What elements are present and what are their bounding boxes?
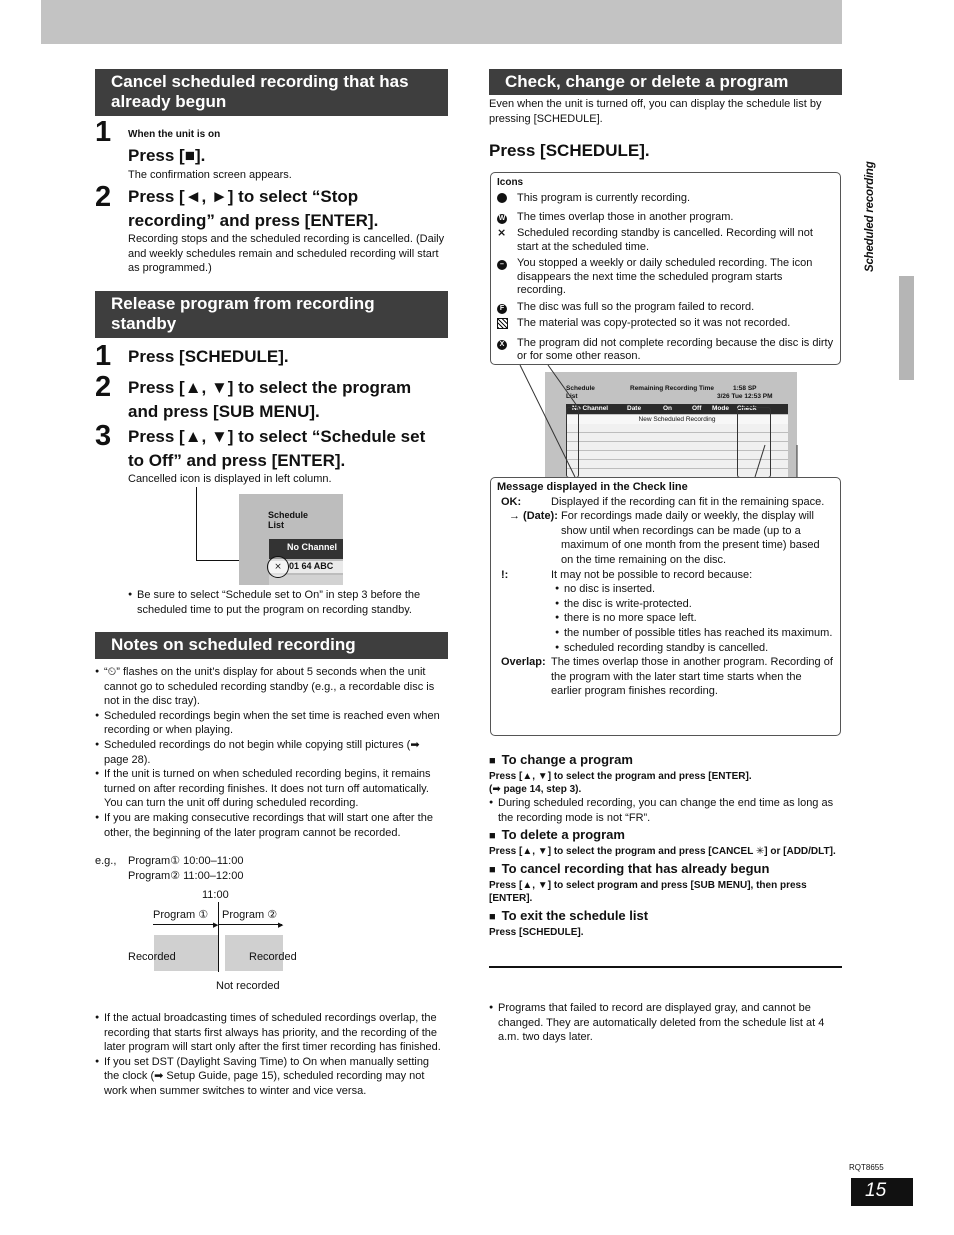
step-title: Press [◄, ►] to select “Stop recording” and press [ENTER]. <box>128 187 379 230</box>
note-bullet: ● Scheduled recordings do not begin while copying still pictures (➡ page 28). <box>95 738 447 767</box>
step-number: 1 <box>95 340 112 372</box>
subheading: ■ To change a program <box>489 752 845 769</box>
diagram-time: 11:00 <box>202 889 229 901</box>
note-bullet: ● Scheduled recordings begin when the set time is reached even when recording or when playing. <box>95 709 447 738</box>
step-number: 3 <box>95 420 112 452</box>
diagram-not-recorded: Not recorded <box>216 980 280 992</box>
icons-legend-box <box>490 172 841 365</box>
check-line-messages-box <box>490 477 841 736</box>
screen-column-label: No Channel <box>572 405 609 412</box>
disc-full-f-icon: F <box>497 301 517 315</box>
example-label: e.g., <box>95 855 117 867</box>
icon-legend-item <box>497 211 834 225</box>
section-heading-notes: Notes on scheduled recording <box>95 632 448 659</box>
icon-legend-item <box>497 317 834 334</box>
screen-column-label: Mode <box>712 405 729 412</box>
stopped-minus-icon: – <box>497 257 517 271</box>
step-title: Press [▲, ▼] to select “Schedule set to Off” and press [ENTER]. <box>128 427 426 470</box>
step-number: 1 <box>95 116 112 148</box>
section-heading-check: Check, change or delete a program <box>489 69 842 95</box>
step-title: Press [▲, ▼] to select the program and press [SUB MENU]. <box>128 378 412 421</box>
recording-dot-icon <box>497 192 517 208</box>
step-condition: When the unit is on <box>128 129 221 140</box>
page-number: 15 <box>851 1178 913 1206</box>
instruction-ref: (➡ page 14, step 3). <box>489 784 582 795</box>
note-bullet: ● During scheduled recording, you can change the end time as long as the recording mode is not “FR”. <box>489 796 845 825</box>
section-heading-release: Release program from recording standby <box>95 291 448 338</box>
screen-column-header: No Channel <box>269 539 343 559</box>
note-bullet: ● Be sure to select “Schedule set to On” in step 3 before the scheduled time to put the program on recording standby. <box>128 588 448 617</box>
step-note: The confirmation screen appears. <box>128 169 292 181</box>
subheading: ■ To delete a program <box>489 827 845 844</box>
screen-row: 01 64 ABC <box>269 561 343 573</box>
instruction-text: Press [▲, ▼] to select the program and press [CANCEL ✳] or [ADD/DLT]. <box>489 846 836 858</box>
step-title: Press [SCHEDULE]. <box>489 141 650 160</box>
reason-item: ● the disc is write-protected. <box>555 597 834 612</box>
diagram-recorded-2: Recorded <box>249 951 297 963</box>
cancelled-standby-icon: ⨯ <box>267 556 289 578</box>
remaining-label: Remaining Recording Time <box>630 385 715 392</box>
section-heading-cancel: Cancel scheduled recording that has already begun <box>95 69 448 116</box>
notes-list <box>95 1011 447 1099</box>
icons-title: Icons <box>497 177 524 188</box>
message-item: Overlap: The times overlap those in another program. Recording of the program with the later start time starts when the earlier program finishes recording. <box>501 656 833 698</box>
icon-legend-text: This program is currently recording. <box>517 192 691 204</box>
notes-list <box>95 665 447 840</box>
icon-legend-text: You stopped a weekly or daily scheduled recording. The icon disappears the next time the scheduled program starts recording. <box>517 257 813 296</box>
cancelled-standby-icon: ⨯ <box>497 227 507 239</box>
header-band <box>41 0 842 44</box>
overlap-w-icon: W <box>498 214 506 222</box>
icon-legend-item <box>497 227 834 254</box>
icon-legend-text: The disc was full so the program failed to record. <box>517 300 755 313</box>
note-bullet: ● If you are making consecutive recordings that will start one after the other, the beginning of the later program cannot be recorded. <box>95 811 447 840</box>
reason-item: ● there is no more space left. <box>555 611 834 626</box>
remaining-value: 1:58 SP <box>733 385 757 392</box>
reason-item: ● no disc is inserted. <box>555 582 834 597</box>
instruction-text: Press [▲, ▼] to select program and press [SUB MENU], then press [ENTER]. <box>489 880 807 905</box>
document-code: RQT8655 <box>849 1163 884 1172</box>
subheading: ■ To exit the schedule list <box>489 908 845 925</box>
divider <box>489 966 842 968</box>
instruction-text: Press [▲, ▼] to select the program and press [ENTER]. <box>489 771 752 782</box>
step-note: Cancelled icon is displayed in left column. <box>128 473 332 485</box>
screen-column-label: Date <box>627 405 642 412</box>
diagram-program-1: Program ① <box>153 909 209 921</box>
schedule-list-illustration <box>196 487 346 585</box>
icon-legend-text: Scheduled recording standby is cancelled. Recording will not start at the scheduled time. <box>517 227 813 253</box>
screen-title: Schedule List <box>268 510 309 530</box>
side-tab-marker <box>899 276 914 380</box>
diagram-recorded-1: Recorded <box>128 951 176 963</box>
callout-lines <box>500 355 800 485</box>
step-title: Press [■]. <box>128 146 206 165</box>
new-scheduled-recording-row: New Scheduled Recording <box>566 415 788 424</box>
screen-column-label: Check <box>737 405 757 412</box>
step-note: Recording stops and the scheduled recording is cancelled. (Daily and weekly schedules remain and scheduled recording will start as programmed.) <box>128 233 445 275</box>
screen-date: 3/26 Tue 12:53 PM <box>717 393 773 400</box>
example-program-2: Program② 11:00–12:00 <box>128 870 244 882</box>
icon-legend-text: The material was copy-protected so it was not recorded. <box>517 317 791 329</box>
incomplete-x-icon: X <box>497 337 517 351</box>
note-bullet: ● “⏲” flashes on the unit’s display for about 5 seconds when the unit cannot go to scheduled recording standby (e.g., a recordable disc is not in the disc tray). <box>95 665 447 709</box>
reason-item: ● scheduled recording standby is cancelled. <box>555 641 834 656</box>
example-program-1: Program① 10:00–11:00 <box>128 855 244 867</box>
icon-legend-text: The program did not complete recording because the disc is dirty or for some other reason. <box>517 336 834 362</box>
copy-protected-icon <box>497 317 517 334</box>
messages-title: Message displayed in the Check line <box>497 481 688 493</box>
instruction-text: Press [SCHEDULE]. <box>489 927 584 939</box>
icon-legend-item <box>497 257 834 298</box>
message-item: OK: Displayed if the recording can fit in the remaining space. <box>501 495 825 508</box>
instructions <box>489 752 845 939</box>
note-bullet: ● Programs that failed to record are displayed gray, and cannot be changed. They are automatically deleted from the schedule list at 4 a.m. two days later. <box>489 1001 841 1045</box>
icon-legend-text: The times overlap those in another program. <box>517 210 734 223</box>
step-title: Press [SCHEDULE]. <box>128 347 289 366</box>
screen-column-label: On <box>663 405 673 412</box>
note-bullet: ● If you set DST (Daylight Saving Time) to On when manually setting the clock (➡ Setup Guide, page 15), scheduled recording may not work when summer switches to winter and vice versa. <box>95 1055 447 1099</box>
step-number: 2 <box>95 371 112 403</box>
intro-text: Even when the unit is turned off, you can display the schedule list by pressing [SCHEDULE]. <box>489 98 822 125</box>
screen-title: Schedule List <box>566 385 595 400</box>
note-bullet: ● If the unit is turned on when scheduled recording begins, it remains turned on after recording finishes. It does not turn off automatically. You can turn the unit off during scheduled recording. <box>95 767 447 811</box>
screen-column-label: Off <box>692 405 702 412</box>
sidebar-title: Scheduled recording <box>864 161 876 272</box>
overlap-diagram: 11:00 Program ① Program ② ▶ ▶ Recorded Recorded Not recorded <box>128 889 297 992</box>
icon-legend-item <box>497 301 834 315</box>
subheading: ■ To cancel recording that has already begun <box>489 861 845 878</box>
reason-item: ● the number of possible titles has reached its maximum. <box>555 626 834 641</box>
icon-legend-item <box>497 192 834 208</box>
note-bullet: ● If the actual broadcasting times of scheduled recordings overlap, the recording that starts first always has priority, and the recording of the later program will start only after the first timer recording has finished. <box>95 1011 447 1055</box>
step-number: 2 <box>95 181 112 213</box>
message-item: → (Date): For recordings made daily or weekly, the display will show until when recordings can be made (up to a maximum of one month from the present time) based on the time remaining on the disc. <box>509 510 820 566</box>
diagram-program-2: Program ② <box>222 909 278 921</box>
message-item: !: It may not be possible to record because: <box>501 568 753 581</box>
